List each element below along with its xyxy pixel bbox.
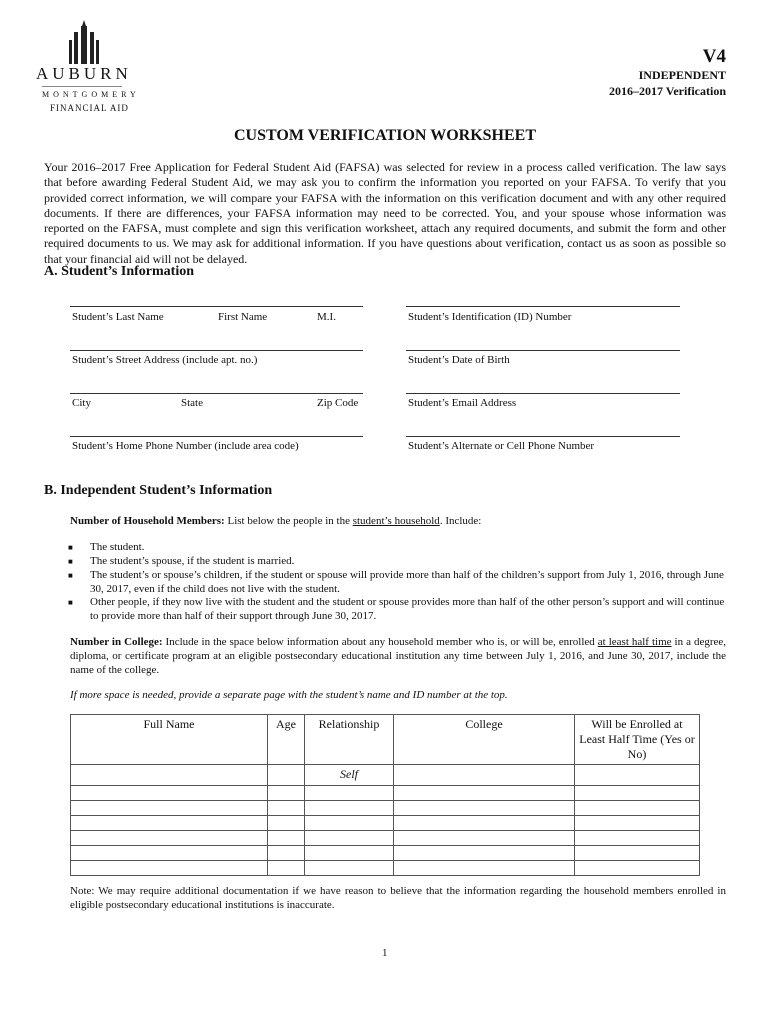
cell-age[interactable] [268, 765, 305, 786]
id-line[interactable] [406, 306, 680, 307]
table-cell[interactable] [268, 831, 305, 846]
college-label: Number in College: [70, 636, 163, 648]
table-cell[interactable] [575, 801, 700, 816]
home-phone-label: Student’s Home Phone Number (include area code) [72, 440, 299, 452]
table-row[interactable] [71, 765, 700, 786]
table-cell[interactable] [394, 846, 575, 861]
city-label: City [72, 397, 91, 409]
first-name-label: First Name [218, 311, 268, 323]
email-label: Student’s Email Address [408, 397, 517, 409]
table-cell[interactable] [71, 786, 268, 801]
table-row[interactable] [71, 831, 700, 846]
household-label: Number of Household Members: [70, 515, 225, 527]
table-cell[interactable] [305, 786, 394, 801]
bullet-icon: ■ [68, 598, 73, 607]
table-cell[interactable] [575, 786, 700, 801]
household-table [70, 714, 700, 876]
form-year: 2016–2017 Verification [609, 84, 726, 98]
bullet-text-3: The student’s or spouse’s children, if the student or spouse will provide more than half of the children’s support from July 1, 2016, through June 30, 2017, even if the child does not live with the student. [90, 569, 724, 595]
cell-college[interactable] [394, 765, 575, 786]
col-full-name: Full Name [71, 715, 268, 765]
name-line[interactable] [70, 306, 363, 307]
home-phone-line[interactable] [70, 436, 363, 437]
cell-full-name[interactable] [71, 765, 268, 786]
table-row[interactable] [71, 846, 700, 861]
logo-sub: MONTGOMERY [42, 90, 140, 99]
household-link: student’s household [352, 515, 440, 527]
table-cell[interactable] [71, 831, 268, 846]
alt-phone-label: Student’s Alternate or Cell Phone Number [408, 440, 595, 452]
city-line[interactable] [70, 393, 363, 394]
college-link: at least half time [597, 636, 672, 648]
form-status: INDEPENDENT [638, 68, 726, 82]
table-row[interactable] [71, 816, 700, 831]
logo-name: AUBURN [36, 64, 132, 83]
table-row[interactable] [71, 786, 700, 801]
table-row[interactable] [71, 861, 700, 876]
intro-paragraph: Your 2016–2017 Free Application for Federal Student Aid (FAFSA) was selected for review in a process called verification. The law says that before awarding Federal Student Aid, we may ask you to confirm the information you reported on your FAFSA. To verify that you provided correct information, we will compare your FAFSA with the information on this verification document and with any other required documents. If there are differences, your FAFSA information may need to be corrected. You, and your spouse whose information was reported on the FAFSA, must complete and sign this verification worksheet, attach any required documents, and submit the form and other required documents to us. We may ask for additional information. If you have questions about verification, contact us as soon as possible so that your financial aid will not be delayed. [44, 160, 726, 266]
table-cell[interactable] [268, 861, 305, 876]
college-text-2: in a degree, diploma, or certificate program at an eligible postsecondary educational institution any time between July 1, 2016, and June 30, 2017, include the name of the college. [70, 636, 727, 676]
alt-phone-line[interactable] [406, 436, 680, 437]
address-line[interactable] [70, 350, 363, 351]
bullet-text-1: The student. [90, 541, 145, 553]
col-relationship: Relationship [305, 715, 394, 765]
state-label: State [181, 397, 203, 409]
table-cell[interactable] [575, 816, 700, 831]
dob-line[interactable] [406, 350, 680, 351]
household-instructions [70, 515, 481, 527]
table-cell[interactable] [575, 831, 700, 846]
bullet-icon: ■ [68, 571, 73, 580]
auburn-logo [36, 18, 140, 118]
table-cell[interactable] [305, 846, 394, 861]
table-cell[interactable] [71, 861, 268, 876]
col-age: Age [268, 715, 305, 765]
table-cell[interactable] [268, 786, 305, 801]
id-label: Student’s Identification (ID) Number [408, 311, 572, 323]
table-cell[interactable] [394, 786, 575, 801]
table-cell[interactable] [268, 846, 305, 861]
zip-label: Zip Code [317, 397, 359, 409]
last-name-label: Student’s Last Name [72, 311, 164, 323]
tower-icon [38, 18, 130, 66]
logo-dept: FINANCIAL AID [50, 103, 129, 113]
logo-divider [42, 86, 122, 87]
cell-enrolled[interactable] [575, 765, 700, 786]
dob-label: Student’s Date of Birth [408, 354, 510, 366]
address-label: Student’s Street Address (include apt. no.) [72, 354, 258, 366]
table-header-row [71, 715, 700, 765]
table-cell[interactable] [394, 861, 575, 876]
table-cell[interactable] [305, 816, 394, 831]
table-cell[interactable] [71, 801, 268, 816]
table-cell[interactable] [305, 801, 394, 816]
table-cell[interactable] [394, 816, 575, 831]
col-college: College [394, 715, 575, 765]
college-instructions [70, 635, 726, 677]
table-cell[interactable] [305, 831, 394, 846]
section-a-heading: A. Student’s Information [44, 264, 194, 279]
table-cell[interactable] [394, 831, 575, 846]
bottom-note: Note: We may require additional documentation if we have reason to believe that the information regarding the household members enrolled in eligible postsecondary educational institutions is inaccurate. [70, 885, 726, 911]
table-cell[interactable] [394, 801, 575, 816]
table-cell[interactable] [268, 816, 305, 831]
table-cell[interactable] [305, 861, 394, 876]
mi-label: M.I. [317, 311, 336, 323]
college-text-1: Include in the space below information about any household member who is, or will be, enrolled [162, 636, 598, 648]
table-cell[interactable] [268, 801, 305, 816]
household-text-2: . Include: [439, 515, 482, 527]
household-text-1: List below the people in the [224, 515, 353, 527]
table-cell[interactable] [71, 846, 268, 861]
table-cell[interactable] [71, 816, 268, 831]
email-line[interactable] [406, 393, 680, 394]
form-code: V4 [702, 46, 726, 67]
section-b-heading: B. Independent Student’s Information [44, 483, 273, 498]
page-number: 1 [382, 947, 388, 959]
table-cell[interactable] [575, 846, 700, 861]
page-title: CUSTOM VERIFICATION WORKSHEET [234, 127, 536, 144]
cell-relationship-self: Self [305, 765, 394, 786]
bullet-icon: ■ [68, 543, 73, 552]
table-cell[interactable] [575, 861, 700, 876]
col-enrolled: Will be Enrolled at Least Half Time (Yes or No) [575, 715, 700, 765]
bullet-text-4: Other people, if they now live with the student and the student or spouse provides more than half of the other person’s support and will continue to provide more than half of their support through June 30, 2017. [90, 596, 725, 622]
bullet-icon: ■ [68, 557, 73, 566]
bullet-text-2: The student’s spouse, if the student is married. [90, 555, 295, 567]
extra-space-note: If more space is needed, provide a separate page with the student’s name and ID number at the top. [70, 689, 508, 701]
table-row[interactable] [71, 801, 700, 816]
